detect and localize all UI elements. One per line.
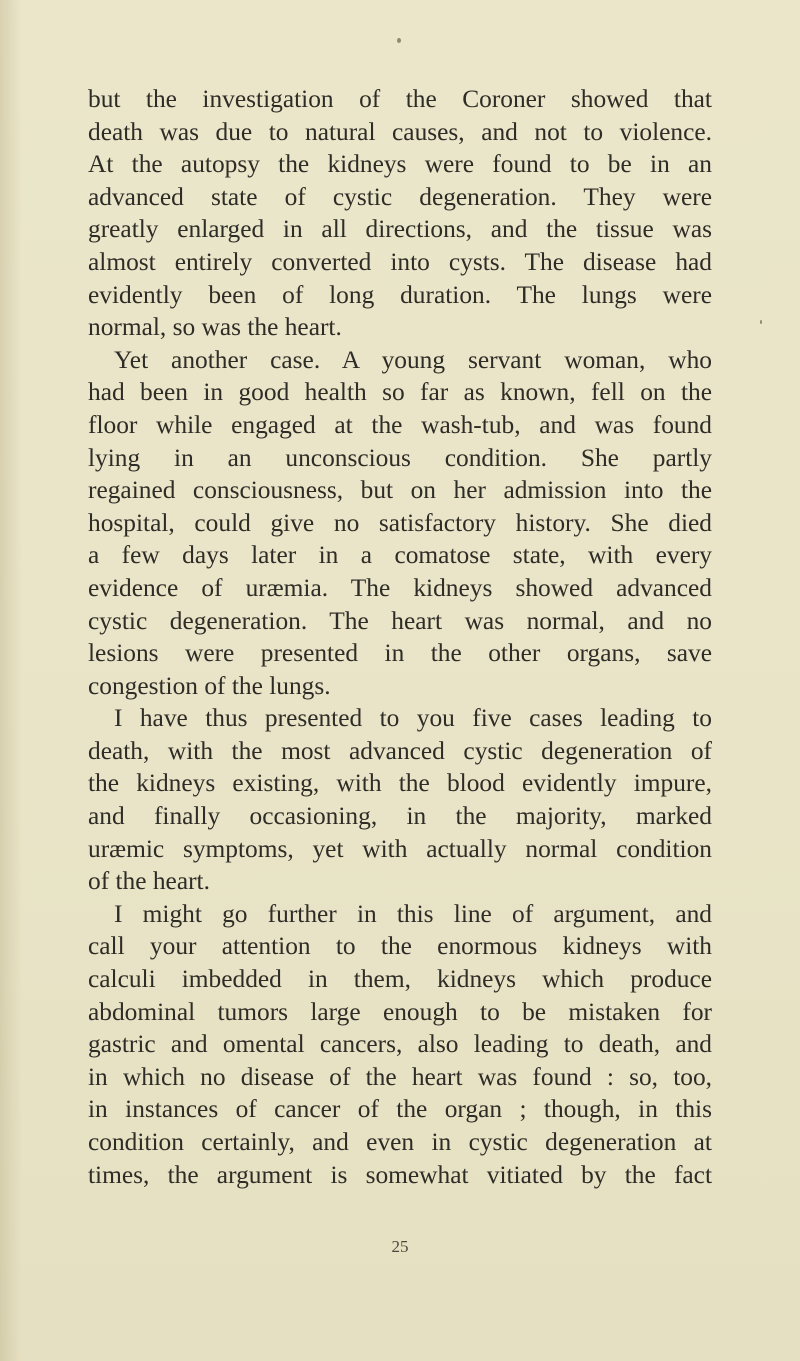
page-number: 25 bbox=[391, 1237, 409, 1256]
text-line: congestion of the lungs. bbox=[88, 671, 331, 700]
text-line: uræmic symptoms, yet with actually normal condition bbox=[88, 834, 712, 863]
text-line: had been in good health so far as known, fell on the bbox=[88, 378, 712, 407]
text-line: but the investigation of the Coroner showed that bbox=[88, 85, 712, 113]
ink-speck bbox=[760, 320, 762, 324]
text-line: in which no disease of the heart was found : so, too, bbox=[88, 1062, 712, 1091]
text-line: I might go further in this line of argument, and bbox=[114, 899, 712, 928]
text-line: call your attention to the enormous kidneys with bbox=[88, 932, 712, 961]
text-line: At the autopsy the kidneys were found to be in an bbox=[88, 150, 712, 179]
text-line: cystic degeneration. The heart was normal, and no bbox=[88, 606, 712, 635]
text-line: evidence of uræmia. The kidneys showed advanced bbox=[88, 573, 712, 602]
body-text bbox=[88, 83, 712, 1191]
text-line: death was due to natural causes, and not to violence. bbox=[88, 117, 712, 146]
text-line: hospital, could give no satisfactory history. She died bbox=[88, 508, 712, 537]
ink-speck bbox=[397, 38, 401, 43]
text-line: in instances of cancer of the organ ; though, in this bbox=[88, 1095, 712, 1124]
text-line: a few days later in a comatose state, with every bbox=[88, 541, 712, 570]
text-line: lesions were presented in the other organs, save bbox=[88, 639, 712, 668]
text-line: greatly enlarged in all directions, and the tissue was bbox=[88, 215, 712, 244]
text-line: the kidneys existing, with the blood evidently impure, bbox=[88, 769, 712, 798]
text-line: condition certainly, and even in cystic degeneration at bbox=[88, 1128, 712, 1156]
text-line: I have thus presented to you five cases leading to bbox=[114, 704, 712, 733]
text-line: advanced state of cystic degeneration. They were bbox=[88, 182, 712, 211]
text-line: abdominal tumors large enough to be mistaken for bbox=[88, 997, 712, 1026]
text-line: lying in an unconscious condition. She partly bbox=[88, 443, 712, 472]
text-line: and finally occasioning, in the majority, marked bbox=[88, 802, 712, 831]
text-line: regained consciousness, but on her admission into the bbox=[88, 476, 712, 505]
text-line: Yet another case. A young servant woman, who bbox=[114, 345, 712, 374]
text-line: gastric and omental cancers, also leading to death, and bbox=[88, 1030, 712, 1059]
text-line: calculi imbedded in them, kidneys which produce bbox=[88, 965, 712, 994]
text-line: almost entirely converted into cysts. The disease had bbox=[88, 247, 712, 276]
text-line: of the heart. bbox=[88, 867, 210, 896]
text-line: times, the argument is somewhat vitiated by the fact bbox=[88, 1160, 712, 1189]
page-edge-shadow bbox=[0, 0, 22, 1361]
text-line: normal, so was the heart. bbox=[88, 313, 342, 342]
text-line: evidently been of long duration. The lungs were bbox=[88, 280, 712, 309]
text-line: floor while engaged at the wash-tub, and was found bbox=[88, 410, 712, 439]
text-line: death, with the most advanced cystic degeneration of bbox=[88, 736, 712, 765]
